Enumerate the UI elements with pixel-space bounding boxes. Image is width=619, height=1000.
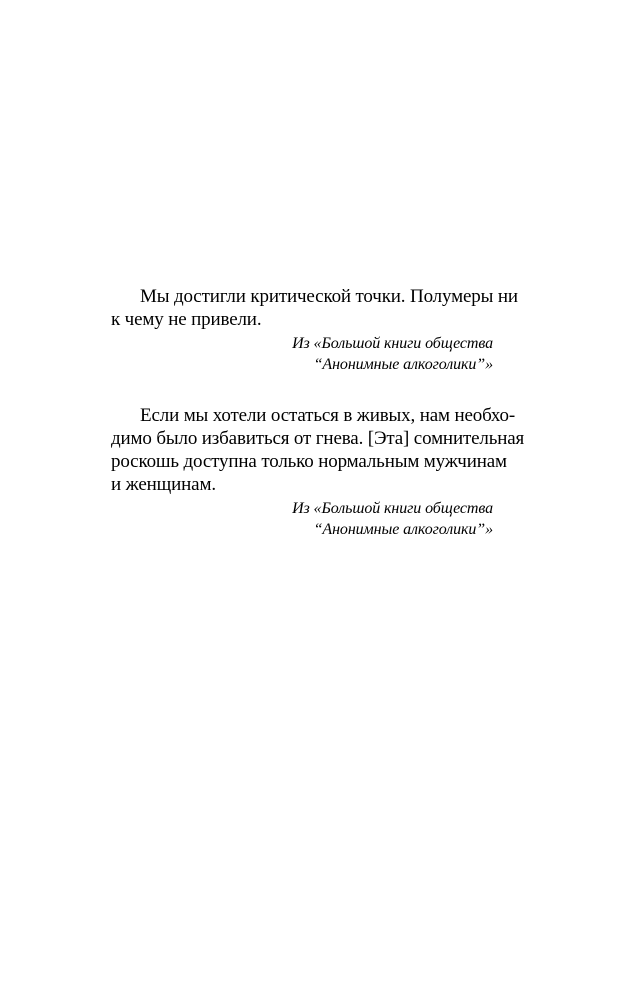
epigraph-2-source-line-1: Из «Большой книги общества — [292, 500, 493, 517]
epigraph-2 — [111, 404, 525, 540]
epigraph-2-source-line-2: “Анонимные алкоголики”» — [313, 521, 493, 538]
epigraph-1 — [111, 285, 518, 375]
epigraph-2-line-2: димо было избавиться от гнева. [Эта] сомнительная — [111, 428, 525, 449]
epigraph-2-line-1: Если мы хотели остаться в живых, нам необхо- — [140, 405, 516, 426]
epigraph-2-line-3: роскошь доступна только нормальным мужчинам — [111, 451, 507, 472]
epigraph-1-line-1: Мы достигли критической точки. Полумеры ни — [140, 286, 518, 307]
epigraph-1-source-line-2: “Анонимные алкоголики”» — [313, 356, 493, 373]
epigraph-1-line-2: к чему не привели. — [111, 309, 262, 330]
epigraph-2-line-4: и женщинам. — [111, 474, 216, 495]
epigraph-1-source-line-1: Из «Большой книги общества — [292, 335, 493, 352]
